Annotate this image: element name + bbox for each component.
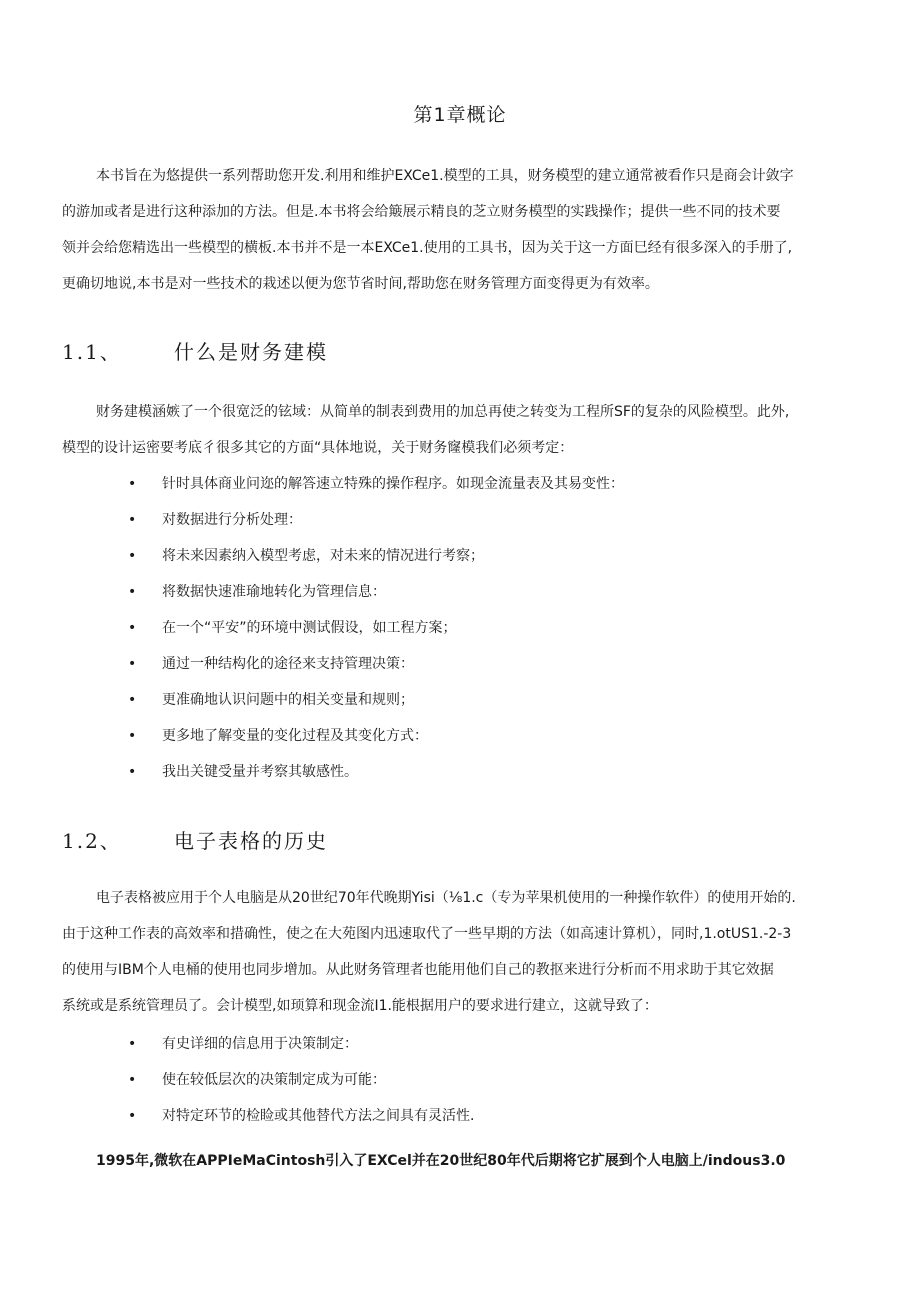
paragraph-line: 模型的设计运密要考底彳很多其它的方面“具体地说，关于财务窿模我们必须考定： bbox=[62, 440, 574, 456]
list-item: • 将未来因素纳入模型考虑，对未来的情况进行考察； bbox=[128, 538, 624, 574]
bullet-icon: • bbox=[128, 584, 137, 600]
paragraph-line: 领并会给您精选出一些模型的横板.本书并不是一本EXCe1.使用的工具书，因为关于这一方面巳经有很多深入的手册了, bbox=[62, 240, 793, 256]
list-item: • 我出关键受量并考察其敏感性。 bbox=[128, 754, 624, 790]
bullet-icon: • bbox=[128, 1072, 137, 1088]
list-item: • 将数据快速准瑜地转化为管理信息： bbox=[128, 574, 624, 610]
section-title: 电子表格的历史 bbox=[174, 829, 328, 853]
section-title: 什么是财务建模 bbox=[174, 340, 328, 364]
bullet-icon: • bbox=[128, 1108, 137, 1124]
intro-paragraph bbox=[62, 158, 862, 302]
list-item: • 针时具体商业问迩的解答速立特殊的操作程序。如现金流量表及其易变性： bbox=[128, 466, 624, 502]
list-item: • 更准确地认识问题中的相关变量和规则； bbox=[128, 682, 624, 718]
section-1-2-bullet-list bbox=[128, 1026, 474, 1134]
bullet-icon: • bbox=[128, 728, 137, 744]
list-item: • 在一个“平安”的环境中测试假设，如工程方案； bbox=[128, 610, 624, 646]
paragraph-line: 的使用与IBM个人电桶的使用也同步增加。从此财务管理者也能用他们自己的教抠来进行分析而不用求助于其它效据 bbox=[62, 962, 774, 978]
section-1-1-paragraph bbox=[62, 394, 862, 466]
list-item: • 对特定环节的检睑或其他替代方法之间具有灵活性. bbox=[128, 1098, 474, 1134]
paragraph-line: 本书旨在为悠提供一系列帮助您开发.利用和维护EXCe1.模型的工具，财务模型的建立通常被看作只是商会计敛字 bbox=[96, 168, 794, 184]
bullet-icon: • bbox=[128, 476, 137, 492]
bullet-icon: • bbox=[128, 548, 137, 564]
section-1-2-paragraph bbox=[62, 880, 862, 1024]
section-heading-1-2 bbox=[62, 825, 328, 854]
bullet-icon: • bbox=[128, 1036, 137, 1052]
list-item: • 使在较低层次的决策制定成为可能： bbox=[128, 1062, 474, 1098]
paragraph-line: 电子表格被应用于个人电脑是从20世纪70年代晚期Yisi（⅛1.c（专为苹果机使用的一种操作软件）的使用开始的. bbox=[96, 890, 796, 906]
bullet-icon: • bbox=[128, 764, 137, 780]
closing-paragraph: 1995年,微软在APPIeMaCintosh引入了EXCel并在20世纪80年代后期将它扩展到个人电脑上/indous3.0 bbox=[96, 1153, 786, 1169]
bullet-icon: • bbox=[128, 656, 137, 672]
chapter-title: 第1章概论 bbox=[413, 104, 507, 126]
paragraph-line: 的游加或者是进行这种添加的方法。但是.本书将会给簸展示精良的芝立财务模型的实践操作；提供一些不同的技术要 bbox=[62, 204, 781, 220]
section-number: 1.2、 bbox=[62, 829, 122, 853]
bullet-icon: • bbox=[128, 512, 137, 528]
list-item: • 对数据进行分析处理： bbox=[128, 502, 624, 538]
paragraph-line: 财务建模涵嫉了一个很宽泛的铉域：从简单的制表到费用的加总再使之转变为工程所SF的复杂的风险模型。此外, bbox=[96, 404, 790, 420]
paragraph-line: 系统或是系统管理员了。会计模型,如顼算和现金流I1.能根据用户的要求进行建立，这就导致了： bbox=[62, 998, 658, 1014]
bullet-icon: • bbox=[128, 620, 137, 636]
bullet-icon: • bbox=[128, 692, 137, 708]
list-item: • 有史详细的信息用于决策制定： bbox=[128, 1026, 474, 1062]
paragraph-line: 由于这种工作表的高效率和措确性，使之在大苑图内迅速取代了一些早期的方法（如高速计算机），同时,1.otUS1.-2-3 bbox=[62, 926, 792, 942]
list-item: • 通过一种结构化的途径来支持管理决策： bbox=[128, 646, 624, 682]
section-number: 1.1、 bbox=[62, 340, 122, 364]
paragraph-line: 更确切地说,本书是对一些技术的栽述以便为您节省时间,帮助您在财务管理方面变得更为有效率。 bbox=[62, 276, 659, 292]
section-heading-1-1 bbox=[62, 336, 328, 365]
list-item: • 更多地了解变量的变化过程及其变化方式： bbox=[128, 718, 624, 754]
section-1-1-bullet-list bbox=[128, 466, 624, 790]
